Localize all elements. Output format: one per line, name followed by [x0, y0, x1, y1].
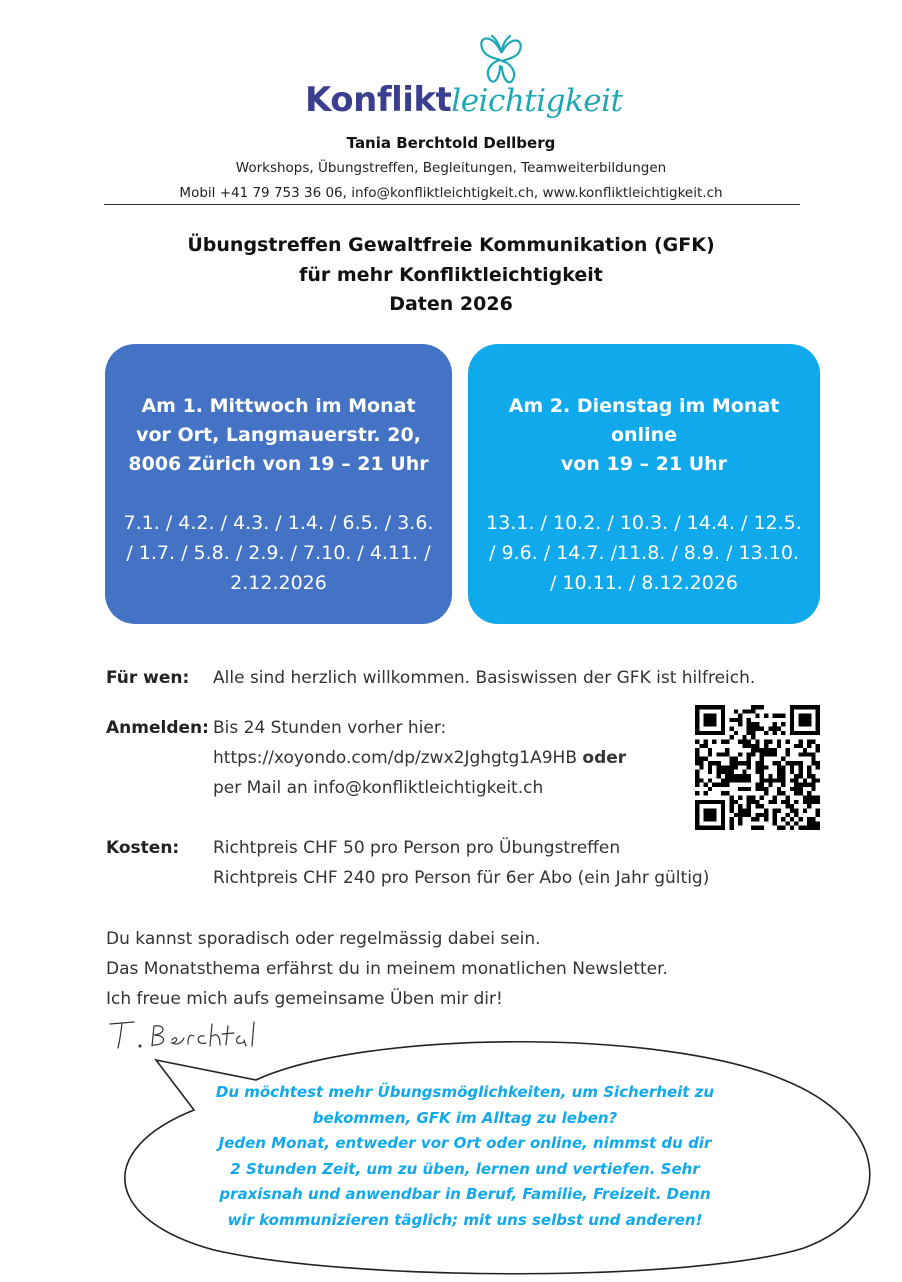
online-dates [476, 508, 812, 598]
onsite-heading [105, 392, 452, 479]
cost-line-1: Richtpreis CHF 50 pro Person pro Übungstreffen [213, 838, 621, 858]
title-line-3: Daten 2026 [389, 293, 513, 315]
bubble-line-3: Jeden Monat, entweder vor Ort oder online, nimmst du dir [218, 1134, 712, 1152]
header-divider [104, 204, 800, 205]
registration-label: Anmelden: [106, 718, 209, 738]
logo-wordmark [305, 80, 623, 120]
owner-name: Tania Berchtold Dellberg [346, 134, 556, 152]
cost-label: Kosten: [106, 838, 180, 858]
bubble-line-6: wir kommunizieren täglich; mit uns selbst und anderen! [227, 1210, 703, 1229]
title-line-1: Übungstreffen Gewaltfreie Kommunikation (GFK) [187, 234, 715, 256]
onsite-dates-line-1: 7.1. / 4.2. / 4.3. / 1.4. / 6.5. / 3.6. [123, 512, 434, 534]
onsite-dates-line-3: 2.12.2026 [230, 572, 327, 594]
registration-link[interactable]: https://xoyondo.com/dp/zwx2Jghgtg1A9HB [213, 748, 577, 768]
online-heading-line-1: Am 2. Dienstag im Monat [508, 395, 780, 417]
online-dates-line-3: / 10.11. / 8.12.2026 [549, 572, 739, 594]
registration-link-line [213, 748, 626, 768]
audience-text: Alle sind herzlich willkommen. Basiswissen der GFK ist hilfreich. [213, 668, 756, 688]
online-heading [468, 392, 820, 479]
audience-label: Für wen: [106, 668, 190, 688]
qr-code[interactable] [695, 705, 820, 830]
logo [300, 30, 623, 130]
bubble-line-4: 2 Stunden Zeit, um zu üben, lernen und vertiefen. Sehr [230, 1159, 700, 1178]
onsite-dates-box [105, 344, 452, 624]
tagline: Workshops, Übungstreffen, Begleitungen, Teamweiterbildungen [235, 160, 667, 176]
registration-intro: Bis 24 Stunden vorher hier: [213, 718, 447, 738]
online-dates-line-1: 13.1. / 10.2. / 10.3. / 14.4. / 12.5. [486, 512, 802, 534]
closing-line-2: Das Monatsthema erfährst du in meinem monatlichen Newsletter. [106, 959, 668, 979]
online-heading-line-2: online [610, 424, 678, 446]
onsite-dates-line-2: / 1.7. / 5.8. / 2.9. / 7.10. / 4.11. / [126, 542, 431, 564]
logo-bold-part: Konflikt [305, 80, 452, 120]
bubble-text [210, 1080, 720, 1233]
closing-line-3: Ich freue mich aufs gemeinsame Üben mir dir! [106, 989, 503, 1009]
cost-line-2: Richtpreis CHF 240 pro Person für 6er Abo (ein Jahr gültig) [213, 868, 710, 888]
title-line-2: für mehr Konfliktleichtigkeit [299, 264, 603, 286]
bubble-line-1: Du möchtest mehr Übungsmöglichkeiten, um Sicherheit zu [215, 1083, 715, 1101]
signature [108, 1018, 268, 1058]
onsite-heading-line-3: 8006 Zürich von 19 – 21 Uhr [128, 453, 429, 475]
bubble-line-5: praxisnah und anwendbar in Beruf, Familie, Freizeit. Denn [219, 1185, 711, 1203]
online-dates-line-2: / 9.6. / 14.7. /11.8. / 8.9. / 13.10. [489, 542, 799, 564]
contact-line: Mobil +41 79 753 36 06, info@konfliktleichtigkeit.ch, www.konfliktleichtigkeit.ch [179, 185, 723, 201]
closing-line-1: Du kannst sporadisch oder regelmässig dabei sein. [106, 929, 541, 949]
registration-email[interactable]: per Mail an info@konfliktleichtigkeit.ch [213, 778, 544, 798]
bubble-line-2: bekommen, GFK im Alltag zu leben? [312, 1108, 618, 1127]
onsite-heading-line-2: vor Ort, Langmauerstr. 20, [136, 424, 421, 446]
onsite-dates [113, 508, 444, 598]
online-heading-line-3: von 19 – 21 Uhr [560, 453, 728, 475]
logo-light-part: leichtigkeit [451, 83, 623, 119]
online-dates-box [468, 344, 820, 624]
onsite-heading-line-1: Am 1. Mittwoch im Monat [141, 395, 416, 417]
registration-or: oder [582, 748, 627, 768]
